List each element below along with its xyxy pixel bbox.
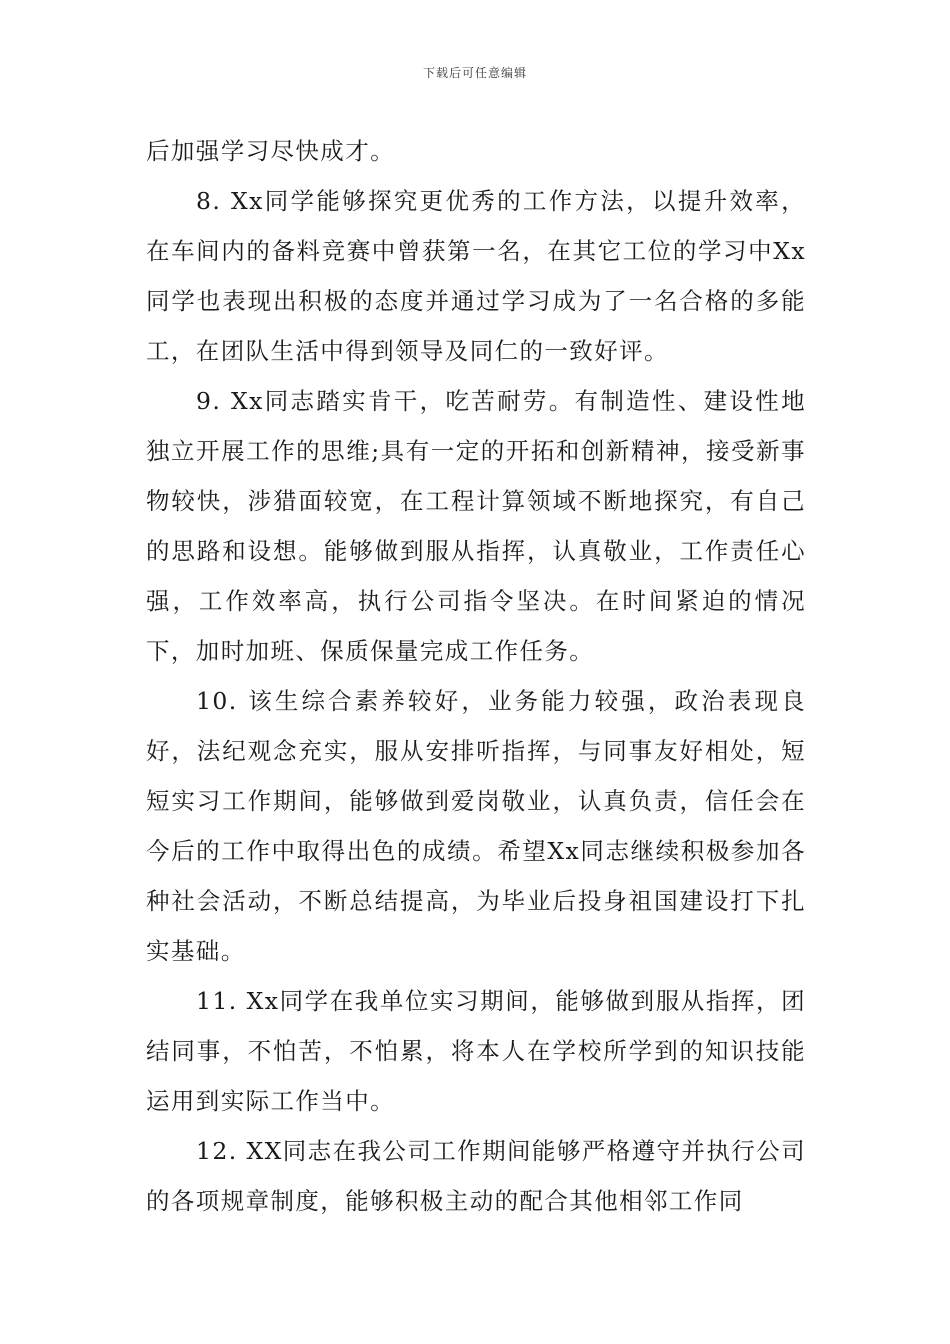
- paragraph-item-11: 11. Xx同学在我单位实习期间，能够做到服从指挥，团结同事，不怕苦，不怕累，将本人在学校所学到的知识技能运用到实际工作当中。: [146, 987, 806, 1115]
- page-header: 下载后可任意编辑: [422, 66, 527, 80]
- paragraph-item-12: 12. XX同志在我公司工作期间能够严格遵守并执行公司的各项规章制度，能够积极主动的配合其他相邻工作同: [146, 1137, 806, 1215]
- paragraph-continuation: 后加强学习尽快成才。: [146, 137, 395, 165]
- paragraph-item-10: 10. 该生综合素养较好，业务能力较强，政治表现良好，法纪观念充实，服从安排听指挥，与同事友好相处，短短实习工作期间，能够做到爱岗敬业，认真负责，信任会在今后的工作中取得出色的成绩。希望Xx同志继续积极参加各种社会活动，不断总结提高，为毕业后投身祖国建设打下扎实基础。: [146, 687, 806, 965]
- document-body: [146, 126, 806, 1226]
- paragraph-item-9: 9. Xx同志踏实肯干，吃苦耐劳。有制造性、建设性地独立开展工作的思维;具有一定的开拓和创新精神，接受新事物较快，涉猎面较宽，在工程计算领域不断地探究，有自己的思路和设想。能够做到服从指挥，认真敬业，工作责任心强，工作效率高，执行公司指令坚决。在时间紧迫的情况下，加时加班、保质保量完成工作任务。: [146, 387, 806, 665]
- paragraph-item-8: 8. Xx同学能够探究更优秀的工作方法，以提升效率，在车间内的备料竞赛中曾获第一名，在其它工位的学习中Xx同学也表现出积极的态度并通过学习成为了一名合格的多能工，在团队生活中得到领导及同仁的一致好评。: [146, 187, 806, 365]
